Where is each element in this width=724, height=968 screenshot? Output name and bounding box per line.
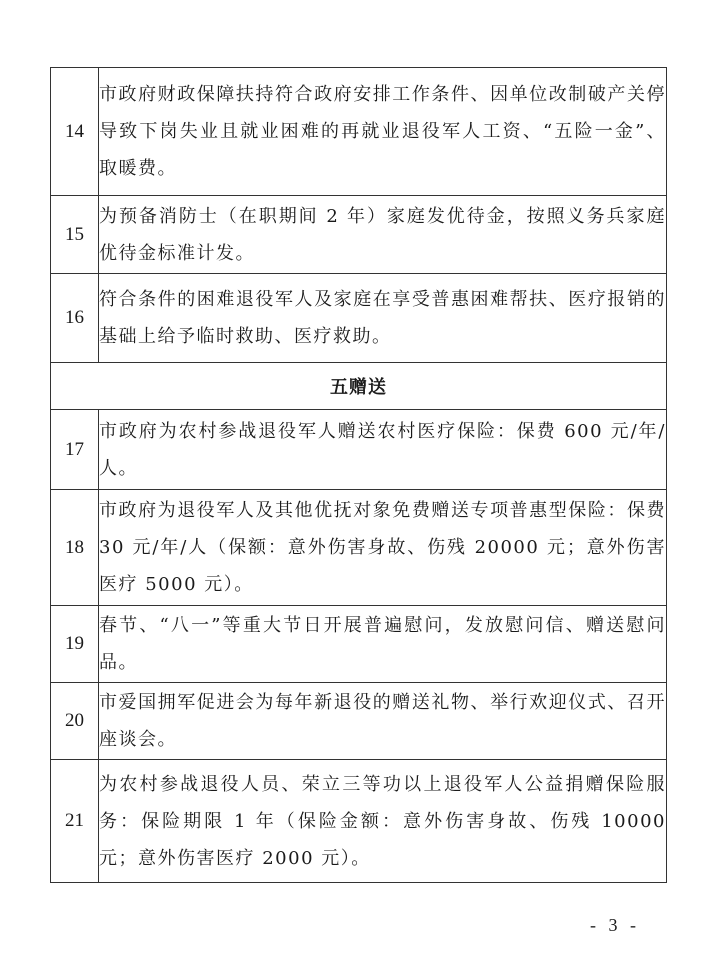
- section-title: 五赠送: [51, 363, 667, 410]
- row-number: 15: [51, 196, 99, 274]
- table-row: [51, 490, 667, 606]
- policy-table: [50, 67, 667, 883]
- row-text: 市政府财政保障扶持符合政府安排工作条件、因单位改制破产关停导致下岗失业且就业困难的再就业退役军人工资、“五险一金”、取暖费。: [99, 68, 667, 196]
- row-text: 市爱国拥军促进会为每年新退役的赠送礼物、举行欢迎仪式、召开座谈会。: [99, 683, 667, 760]
- row-number: 19: [51, 606, 99, 683]
- table-row: [51, 760, 667, 883]
- row-number: 17: [51, 410, 99, 490]
- row-text: 市政府为农村参战退役军人赠送农村医疗保险：保费 600 元/年/人。: [99, 410, 667, 490]
- table-row: [51, 196, 667, 274]
- page-number: - 3 -: [590, 915, 640, 935]
- table-row: [51, 68, 667, 196]
- table-row: [51, 410, 667, 490]
- row-text: 符合条件的困难退役军人及家庭在享受普惠困难帮扶、医疗报销的基础上给予临时救助、医疗救助。: [99, 274, 667, 363]
- table-row: [51, 274, 667, 363]
- table-row: [51, 606, 667, 683]
- section-row: [51, 363, 667, 410]
- row-text: 春节、“八一”等重大节日开展普遍慰问，发放慰问信、赠送慰问品。: [99, 606, 667, 683]
- table-row: [51, 683, 667, 760]
- row-number: 18: [51, 490, 99, 606]
- row-text: 为预备消防士（在职期间 2 年）家庭发优待金，按照义务兵家庭优待金标准计发。: [99, 196, 667, 274]
- row-number: 16: [51, 274, 99, 363]
- row-text: 市政府为退役军人及其他优抚对象免费赠送专项普惠型保险：保费 30 元/年/人（保额：意外伤害身故、伤残 20000 元；意外伤害医疗 5000 元）。: [99, 490, 667, 606]
- row-number: 21: [51, 760, 99, 883]
- row-number: 14: [51, 68, 99, 196]
- row-number: 20: [51, 683, 99, 760]
- row-text: 为农村参战退役人员、荣立三等功以上退役军人公益捐赠保险服务：保险期限 1 年（保险金额：意外伤害身故、伤残 10000 元；意外伤害医疗 2000 元）。: [99, 760, 667, 883]
